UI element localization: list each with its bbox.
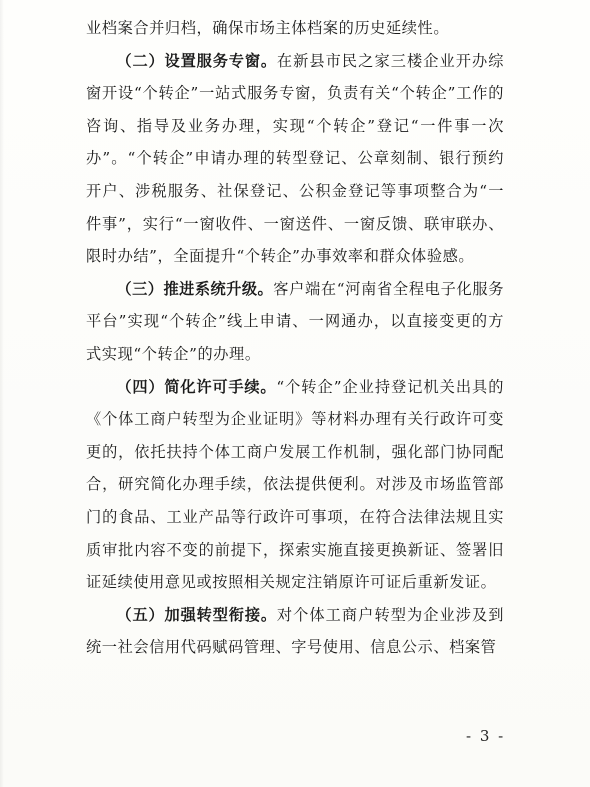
page-number: - 3 -	[466, 727, 506, 745]
section-heading: （四）简化许可手续。	[116, 377, 277, 396]
paragraph-text: 在新县市民之家三楼企业开办综窗开设“个转企”一站式服务专窗，负责有关“个转企”工作的咨询、指导及业务办理，实现“个转企”登记“一件事一次办”。“个转企”申请办理的转型登记、公章刻制、银行预约开户、涉税服务、社保登记、公积金登记等事项整合为“一件事”，实行“一窗收件、一窗送件、一窗反馈、联审联办、限时办结”，全面提升“个转企”办事效率和群众体验感。	[86, 51, 504, 266]
paragraph-text: “个转企”企业持登记机关出具的《个体工商户转型为企业证明》等材料办理有关行政许可变更的，依托扶持个体工商户发展工作机制，强化部门协同配合，研究简化办理手续，依法提供便利。对涉及市场监管部门的食品、工业产品等行政许可事项，在符合法律法规且实质审批内容不变的前提下，探索实施直接更换新证、签署旧证延续使用意见或按照相关规定注销原许可证后重新发证。	[86, 377, 505, 592]
section-heading: （二）设置服务专窗。	[116, 51, 277, 70]
paragraph-continuation	[86, 12, 504, 45]
paragraph-section-2	[86, 45, 504, 273]
paragraph-section-4	[86, 371, 504, 599]
section-heading: （三）推进系统升级。	[116, 279, 274, 298]
paragraph-text: 客户端在“河南省全程电子化服务平台”实现“个转企”线上申请、一网通办，以直接变更的方式实现“个转企”的办理。	[86, 279, 505, 363]
body-text	[86, 12, 504, 664]
paragraph-text: 业档案合并归档，确保市场主体档案的历史延续性。	[86, 19, 450, 37]
section-heading: （五）加强转型衔接。	[116, 605, 277, 624]
paragraph-text: 对个体工商户转型为企业涉及到统一社会信用代码赋码管理、字号使用、信息公示、档案管	[86, 605, 504, 657]
page-edge-shadow	[0, 0, 4, 787]
paragraph-section-3	[86, 273, 504, 371]
paragraph-section-5	[86, 599, 504, 664]
